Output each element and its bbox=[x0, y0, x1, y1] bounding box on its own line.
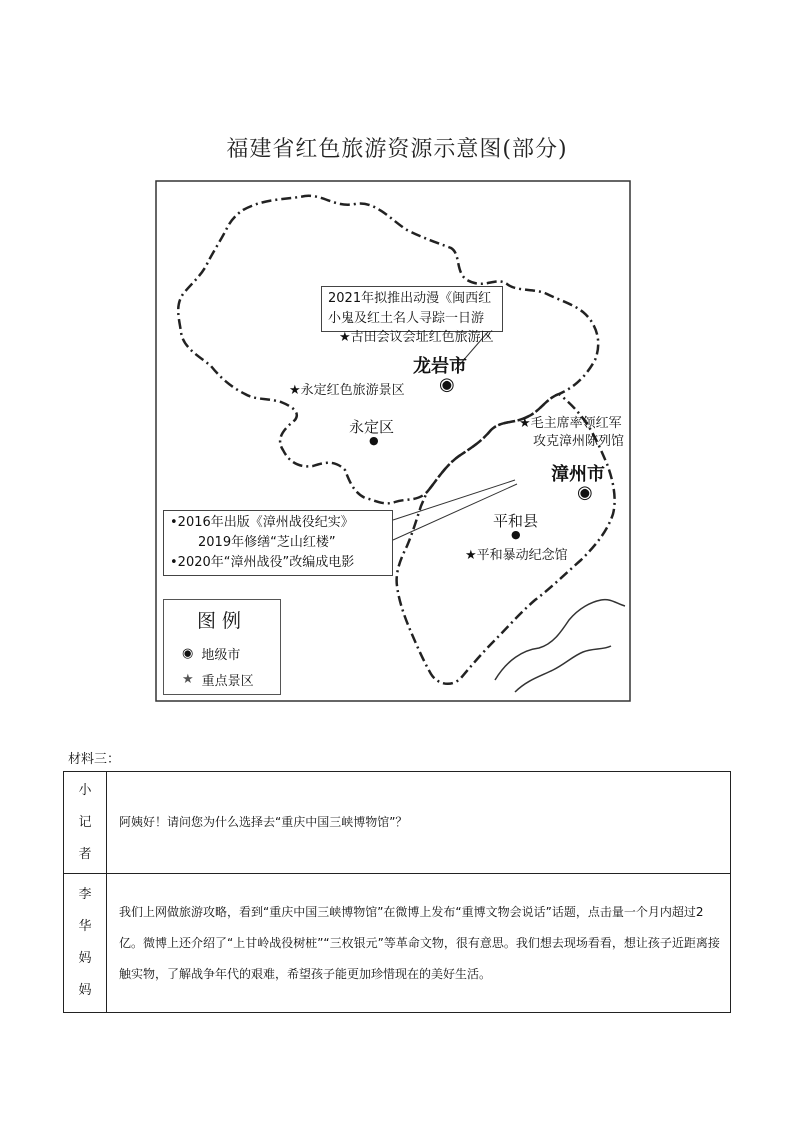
county-yongding-dot: ● bbox=[369, 434, 379, 447]
scenic-spot-zhangzhou-memorial-label-2: 攻克漳州陈列馆 bbox=[533, 434, 625, 449]
callout-left-line-2: 2019年修缮“芝山红楼” bbox=[198, 535, 336, 550]
city-longyan-label: 龙岩市 bbox=[413, 356, 467, 377]
interview-table bbox=[63, 771, 731, 1013]
material-label: 材料三： bbox=[68, 752, 121, 767]
map-title: 福建省红色旅游资源示意图(部分) bbox=[226, 137, 568, 162]
scenic-spot-pinghe: ★平和暴动纪念馆 bbox=[465, 548, 568, 563]
city-zhangzhou-icon: ◉ bbox=[577, 482, 593, 503]
legend-item-scenic bbox=[182, 670, 254, 689]
callout-animation bbox=[321, 286, 503, 332]
scenic-spot-gutian: ★古田会议会址红色旅游区 bbox=[339, 330, 494, 345]
city-zhangzhou-label: 漳州市 bbox=[551, 464, 605, 485]
county-yongding-label: 永定区 bbox=[349, 418, 395, 436]
callout-top-line-1: 2021年拟推出动漫《闽西红 bbox=[328, 291, 492, 306]
scenic-spot-zhangzhou-memorial: ★毛主席率领红军 bbox=[519, 416, 622, 431]
scenic-spot-pinghe-label: 平和暴动纪念馆 bbox=[476, 548, 568, 563]
legend-item-scenic-label: 重点景区 bbox=[201, 674, 254, 689]
speech-cell: 阿姨好！请问您为什么选择去“重庆中国三峡博物馆”？ bbox=[107, 772, 731, 874]
scenic-spot-zhangzhou-memorial-label-1: 毛主席率领红军 bbox=[530, 416, 622, 431]
legend-title: 图例 bbox=[196, 610, 247, 632]
county-pinghe-label: 平和县 bbox=[493, 512, 539, 530]
table-row bbox=[64, 874, 731, 1013]
map-figure bbox=[155, 180, 631, 702]
speech-cell: 我们上网做旅游攻略，看到“重庆中国三峡博物馆”在微博上发布“重博文物会说话”话题，点击量一个月内超过2亿。微博上还介绍了“上甘岭战役树桩”“三枚银元”等革命文物，很有意思。我们想去现场看看，想让孩子近距离接触实物，了解战争年代的艰难，希望孩子能更加珍惜现在的美好生活。 bbox=[107, 874, 731, 1013]
callout-left-line-1: •2016年出版《漳州战役纪实》 bbox=[170, 515, 354, 530]
city-marker-icon: ◉ bbox=[182, 646, 194, 661]
table-row bbox=[64, 772, 731, 874]
county-pinghe-dot: ● bbox=[511, 528, 521, 541]
legend-item-city bbox=[182, 644, 240, 663]
star-icon: ★ bbox=[182, 672, 194, 687]
legend-item-city-label: 地级市 bbox=[201, 648, 241, 663]
callout-top-line-2: 小鬼及红土名人寻踪一日游 bbox=[328, 311, 485, 326]
map-legend bbox=[163, 599, 281, 695]
speaker-cell: 李 华 妈 妈 bbox=[64, 874, 107, 1013]
scenic-spot-yongding-label: 永定红色旅游景区 bbox=[300, 383, 405, 398]
city-longyan-icon: ◉ bbox=[439, 374, 455, 395]
speaker-cell: 小 记 者 bbox=[64, 772, 107, 874]
scenic-spot-yongding: ★永定红色旅游景区 bbox=[289, 383, 405, 398]
scenic-spot-gutian-label: 古田会议会址红色旅游区 bbox=[350, 330, 494, 345]
callout-left-line-3: •2020年“漳州战役”改编成电影 bbox=[170, 555, 355, 570]
callout-zhangzhou-events bbox=[163, 510, 393, 576]
